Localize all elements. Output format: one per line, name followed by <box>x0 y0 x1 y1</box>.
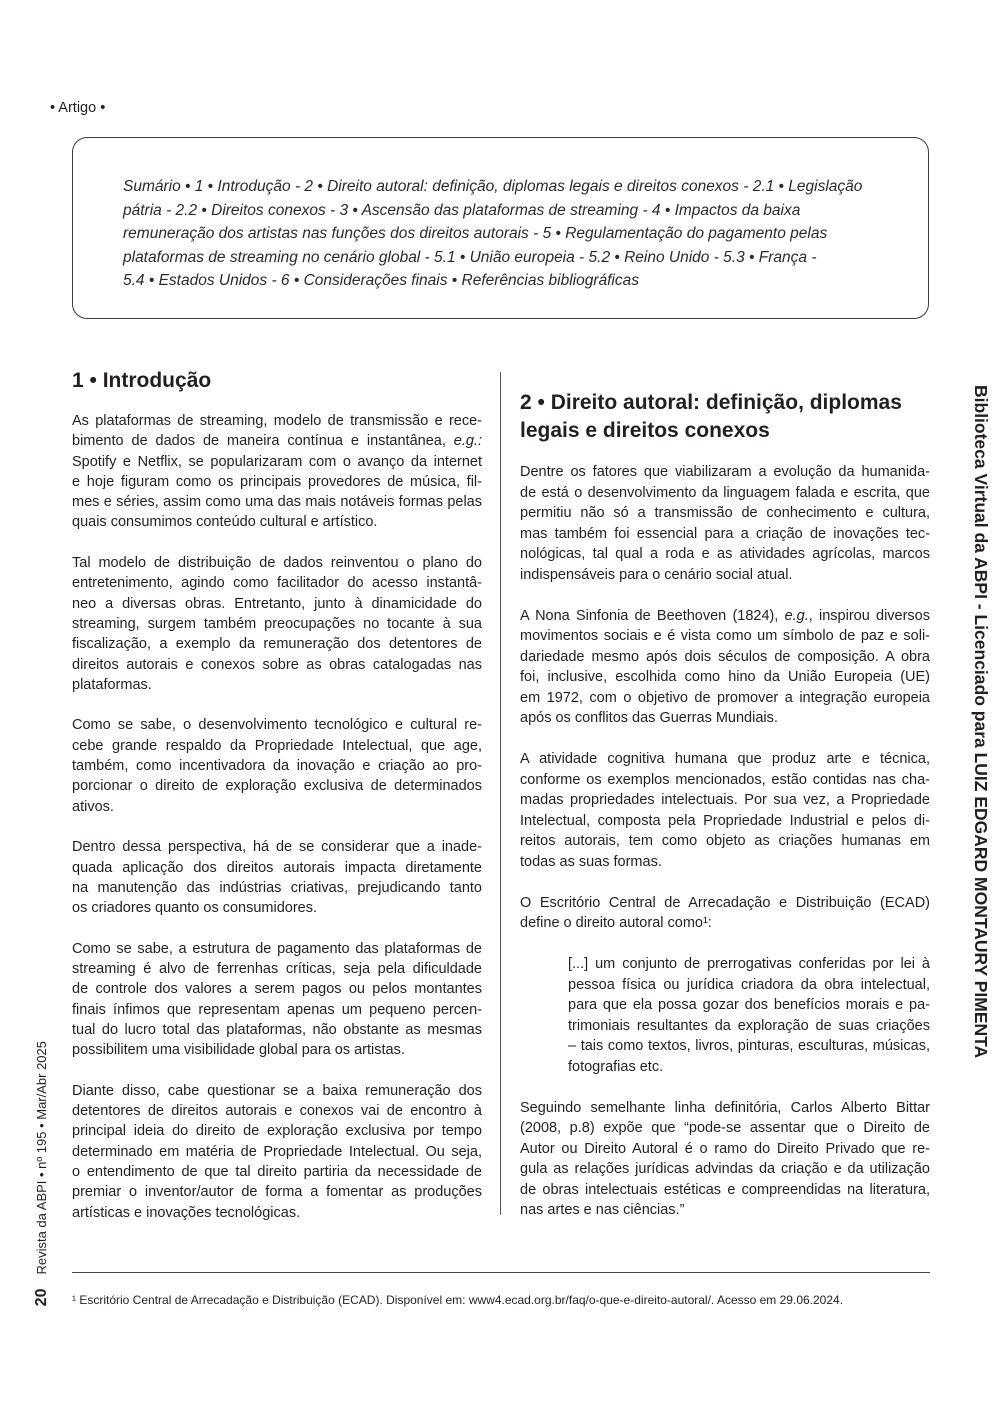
paragraph <box>520 606 930 729</box>
running-footer <box>33 1041 51 1306</box>
text-line: mes e séries, assim como uma das mais notáveis formas pelas <box>72 494 482 511</box>
text-line: também, como incentivadora da inovação e criação ao pro- <box>72 758 482 775</box>
paragraph <box>520 1098 930 1221</box>
text-line <box>520 606 930 627</box>
text-line: tual do lucro total das plataformas, não obstante as mesmas <box>72 1021 482 1038</box>
license-notice: Biblioteca Virtual da ABPI - Licenciado para LUIZ EDGARD MONTAURY PIMENTA <box>971 385 991 1059</box>
text-line: Spotify e Netflix, se popularizaram com o avanço da internet <box>72 453 482 470</box>
quote-line: [...] um conjunto de prerrogativas conferidas por lei à <box>568 956 930 972</box>
text-line: Dentre os fatores que viabilizaram a evolução da humanida- <box>520 464 930 480</box>
text-line: O Escritório Central de Arrecadação e Distribuição (ECAD) <box>520 894 930 911</box>
text-line: principal ideia do direito de exploração exclusiva por tempo <box>72 1123 482 1140</box>
text-line: Diante disso, cabe questionar se a baixa remuneração dos <box>72 1082 482 1099</box>
text-line: direitos autorais e conexos sobre as obras catalogadas nas <box>72 656 482 673</box>
section-heading-copyright <box>520 389 902 445</box>
text-line: quada aplicação dos direitos autorais impacta diretamente <box>72 859 482 876</box>
paragraph <box>520 749 930 872</box>
text-line: neo a diversas obras. Entretanto, junto à dinamicidade do <box>72 595 482 612</box>
text-line: mas também foi essencial para a criação de inovações tec- <box>520 525 930 542</box>
text-line: foi, inclusive, escolhida como hino da União Europeia (UE) <box>520 669 930 685</box>
text-line: madas propriedades intelectuais. Por sua vez, a Propriedade <box>520 792 930 808</box>
text-line: quais consumimos conteúdo cultural e artístico. <box>72 514 378 531</box>
text-line: As plataformas de streaming, modelo de transmissão e rece- <box>72 413 482 429</box>
text-line: em 1972, com o objetivo de promover a integração europeia <box>520 689 930 706</box>
text-line: dariedade mesmo após dois séculos de composição. A obra <box>520 648 930 665</box>
text-line: permitiu não só a transmissão de conhecimento e cultura, <box>520 505 930 521</box>
text-line: os criadores quanto os consumidores. <box>72 900 318 917</box>
paragraph <box>72 837 482 918</box>
text-line: streaming é alvo de ferrenhas críticas, seja pela dificuldade <box>72 961 482 978</box>
text-line: cebe grande respaldo da Propriedade Intelectual, que age, <box>72 737 482 754</box>
block-quote <box>568 954 930 1077</box>
text-line: streaming, surgem também preocupações no tocante à sua <box>72 615 482 632</box>
text-line: de está o desenvolvimento da linguagem falada e escrita, que <box>520 484 930 501</box>
text-line: gula as relações jurídicas advindas da criação e da utilização <box>520 1161 930 1177</box>
summary-line: 5.4 • Estados Unidos - 6 • Considerações finais • Referências bibliográficas <box>123 272 639 289</box>
text-line: o entendimento de que tal direito partiria da necessidade de <box>72 1163 482 1180</box>
column-divider <box>500 372 501 1215</box>
italic-term: e.g. <box>784 607 809 624</box>
summary-text <box>123 175 893 293</box>
text-line: Como se sabe, a estrutura de pagamento das plataformas de <box>72 940 482 957</box>
text-line: na manutenção das indústrias criativas, prejudicando tanto <box>72 879 482 896</box>
paragraph <box>72 411 482 533</box>
paragraph <box>520 462 930 585</box>
text-line: todas as suas formas. <box>520 853 662 870</box>
text-line: Intelectual, composta pela Propriedade Industrial e pelos di- <box>520 812 930 829</box>
text-line: possibilitem uma visibilidade global para os artistas. <box>72 1042 405 1059</box>
text-line: detentores de direitos autorais e conexos vai de encontro à <box>72 1103 482 1120</box>
text-line: Como se sabe, o desenvolvimento tecnológico e cultural re- <box>72 717 482 734</box>
copyright-body <box>520 462 930 934</box>
summary-box <box>72 137 929 319</box>
summary-line: Sumário • 1 • Introdução - 2 • Direito autoral: definição, diplomas legais e direitos conexos - 2.1 • Legislação <box>123 178 863 195</box>
text-line: após os conflitos das Guerras Mundiais. <box>520 710 778 726</box>
paragraph <box>72 939 482 1061</box>
quote-line: para que ela possa gozar dos benefícios morais e pa- <box>568 997 930 1013</box>
quote-line: fotografias etc. <box>568 1058 664 1075</box>
text-line: premiar o inventor/autor de forma a fomentar as produções <box>72 1184 482 1201</box>
text-line: Autor ou Direito Autoral é o ramo do Direito Privado que re- <box>520 1140 930 1157</box>
italic-term: e.g.: <box>453 433 482 450</box>
text-segment: A Nona Sinfonia de Beethoven (1824), <box>520 607 785 624</box>
text-line: finais ínfimos que representam apenas um pequeno percen- <box>72 1001 482 1018</box>
paragraph <box>72 715 482 816</box>
heading-line: legais e direitos conexos <box>520 419 770 442</box>
summary-line: pátria - 2.2 • Direitos conexos - 3 • Ascensão das plataformas de streaming - 4 • Impactos da baixa <box>123 201 801 219</box>
text-line: porcionar o direito de exploração exclusiva de determinados <box>72 778 482 795</box>
quote-line: – tais como textos, livros, pinturas, esculturas, músicas, <box>568 1038 930 1054</box>
text-line: de controle dos valores a serem pagos ou pelos montantes <box>72 981 482 998</box>
text-line: movimentos sociais e é vista como um símbolo de paz e soli- <box>520 628 930 644</box>
section-heading-introduction: 1 • Introdução <box>72 369 212 392</box>
paragraph <box>72 553 482 695</box>
text-line: indispensáveis para o cenário social atual. <box>520 566 793 583</box>
footnote-rule <box>72 1272 930 1273</box>
left-column <box>72 411 482 1243</box>
text-line: plataformas. <box>72 676 152 693</box>
quote-line: trimoniais resultantes da exploração de suas criações <box>568 1017 930 1034</box>
footnote: ¹ Escritório Central de Arrecadação e Distribuição (ECAD). Disponível em: www4.ecad.org.br/faq/o-que-e-direito-autoral/. Acesso em 29.06.2024. <box>72 1293 844 1307</box>
journal-info: Revista da ABPI • nº 195 • Mar/Abr 2025 <box>34 1040 49 1275</box>
section-label: • Artigo • <box>50 100 106 116</box>
text-line: Seguindo semelhante linha definitória, Carlos Alberto Bittar <box>520 1099 930 1116</box>
introduction-body <box>72 411 482 1223</box>
text-line: reitos autorais, tem como objeto as criações humanas em <box>520 833 930 849</box>
text-line: artísticas e inovações tecnológicas. <box>72 1204 301 1221</box>
text-line: (2008, p.8) expõe que “pode-se assentar que o Direito de <box>520 1120 930 1136</box>
page-number: 20 <box>33 1288 50 1306</box>
text-line: nológicas, tal qual a roda e as atividades agrícolas, marcos <box>520 546 930 562</box>
text-line: e hoje figuram como os principais provedores de música, fil- <box>72 473 482 490</box>
copyright-body-continued <box>520 1098 930 1221</box>
text-segment: , inspirou diversos <box>808 607 930 624</box>
text-line: ativos. <box>72 798 114 815</box>
summary-line: remuneração dos artistas nas funções dos direitos autorais - 5 • Regulamentação do pagamento pelas <box>123 225 828 242</box>
text-line: conforme os exemplos mencionados, estão contidas nas cha- <box>520 771 930 788</box>
paragraph <box>520 893 930 934</box>
text-line: A atividade cognitiva humana que produz arte e técnica, <box>520 751 930 767</box>
text-segment: bimento de dados de maneira contínua e instantânea, <box>72 433 454 450</box>
summary-line: plataformas de streaming no cenário global - 5.1 • União europeia - 5.2 • Reino Unido - 5.3 • França - <box>123 248 817 266</box>
text-line <box>72 431 482 451</box>
paragraph <box>72 1081 482 1223</box>
text-line: entretenimento, agindo como facilitador do acesso instantâ- <box>72 575 482 592</box>
text-line: nas artes e nas ciências.” <box>520 1202 685 1218</box>
right-column <box>520 462 930 1241</box>
text-line: fiscalização, a exemplo da remuneração dos detentores de <box>72 636 482 653</box>
quote-line: pessoa física ou jurídica criadora da obra intelectual, <box>568 976 930 993</box>
text-line: Dentro dessa perspectiva, há de se considerar que a inade- <box>72 839 482 856</box>
text-line: de obras intelectuais estéticas e compreendidas na literatura, <box>520 1181 930 1198</box>
text-line: define o direito autoral como¹: <box>520 915 712 931</box>
heading-line: 2 • Direito autoral: definição, diplomas <box>520 391 902 414</box>
text-line: Tal modelo de distribuição de dados reinventou o plano do <box>72 555 482 572</box>
text-line: determinado em matéria de Propriedade Intelectual. Ou seja, <box>72 1143 482 1160</box>
